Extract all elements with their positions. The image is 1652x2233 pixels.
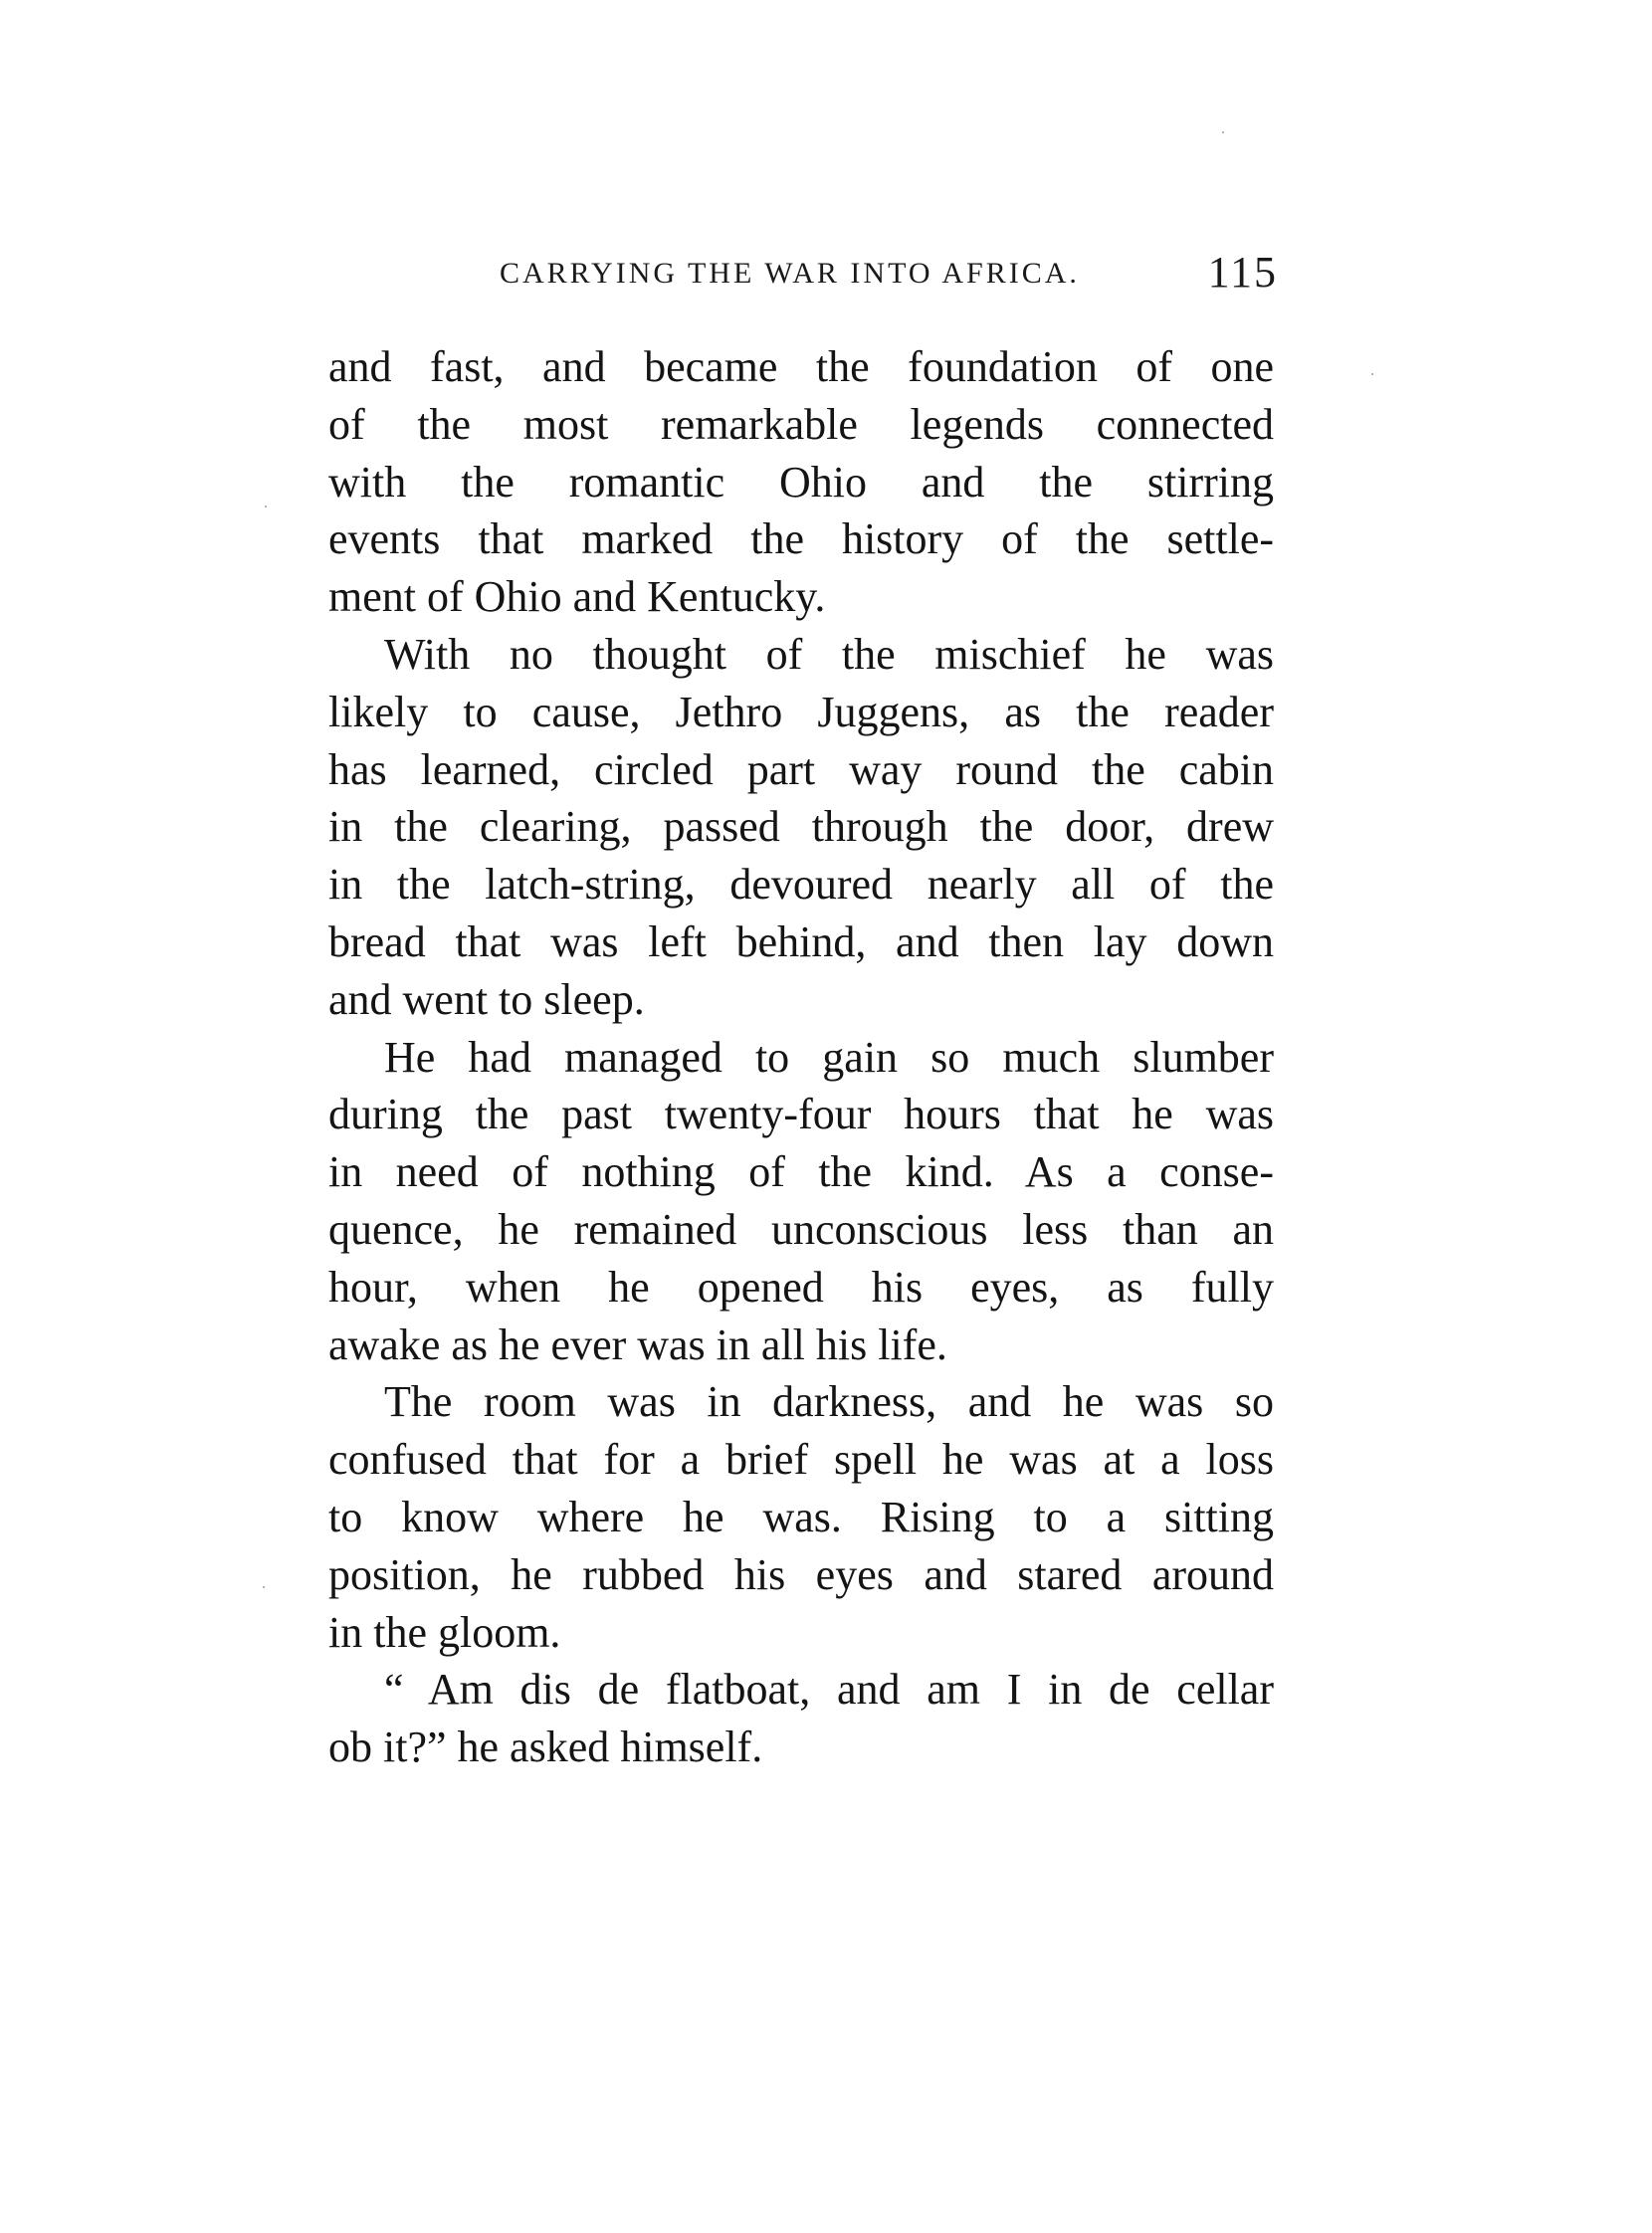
text-line: in the clearing, passed through the door, drew — [328, 802, 1274, 852]
scan-speck — [263, 1586, 265, 1588]
running-header — [328, 247, 1280, 297]
text-line: with the romantic Ohio and the stirring — [328, 457, 1274, 507]
paragraph — [328, 1661, 1274, 1776]
text-line: and fast, and became the foundation of one — [328, 342, 1274, 391]
running-title: CARRYING THE WAR INTO AFRICA. — [500, 257, 1080, 290]
text-line: of the most remarkable legends connected — [328, 399, 1274, 449]
text-line: likely to cause, Jethro Juggens, as the reader — [328, 687, 1274, 736]
text-line: quence, he remained unconscious less than an — [328, 1204, 1274, 1254]
text-line: “ Am dis de flatboat, and am I in de cellar — [384, 1665, 1274, 1715]
paragraph — [328, 626, 1274, 1029]
text-line: and went to sleep. — [328, 974, 645, 1024]
scan-speck — [1222, 131, 1224, 133]
text-line: With no thought of the mischief he was — [384, 629, 1274, 679]
text-line: during the past twenty-four hours that he was — [328, 1090, 1274, 1139]
text-line: to know where he was. Rising to a sitting — [328, 1492, 1274, 1541]
text-line: The room was in darkness, and he was so — [384, 1377, 1274, 1427]
text-line: in the gloom. — [328, 1607, 561, 1657]
text-line: position, he rubbed his eyes and stared around — [328, 1549, 1274, 1599]
body-text — [328, 338, 1274, 1776]
text-line: has learned, circled part way round the cabin — [328, 744, 1274, 794]
text-line: hour, when he opened his eyes, as fully — [328, 1262, 1274, 1312]
text-line: events that marked the history of the settle- — [328, 514, 1274, 564]
paragraph — [328, 1029, 1274, 1374]
text-line: awake as he ever was in all his life. — [328, 1320, 947, 1369]
text-line: in need of nothing of the kind. As a conse- — [328, 1147, 1274, 1197]
scan-speck — [1371, 373, 1373, 375]
text-line: confused that for a brief spell he was at a loss — [328, 1435, 1274, 1485]
paragraph — [328, 338, 1274, 626]
text-line: bread that was left behind, and then lay down — [328, 916, 1274, 966]
text-line: He had managed to gain so much slumber — [384, 1032, 1274, 1082]
text-line: in the latch-string, devoured nearly all of the — [328, 860, 1274, 910]
paragraph — [328, 1373, 1274, 1661]
text-line: ment of Ohio and Kentucky. — [328, 572, 826, 622]
page-number: 115 — [1207, 248, 1278, 297]
text-line: ob it?” he asked himself. — [328, 1723, 763, 1772]
scan-speck — [265, 506, 267, 508]
